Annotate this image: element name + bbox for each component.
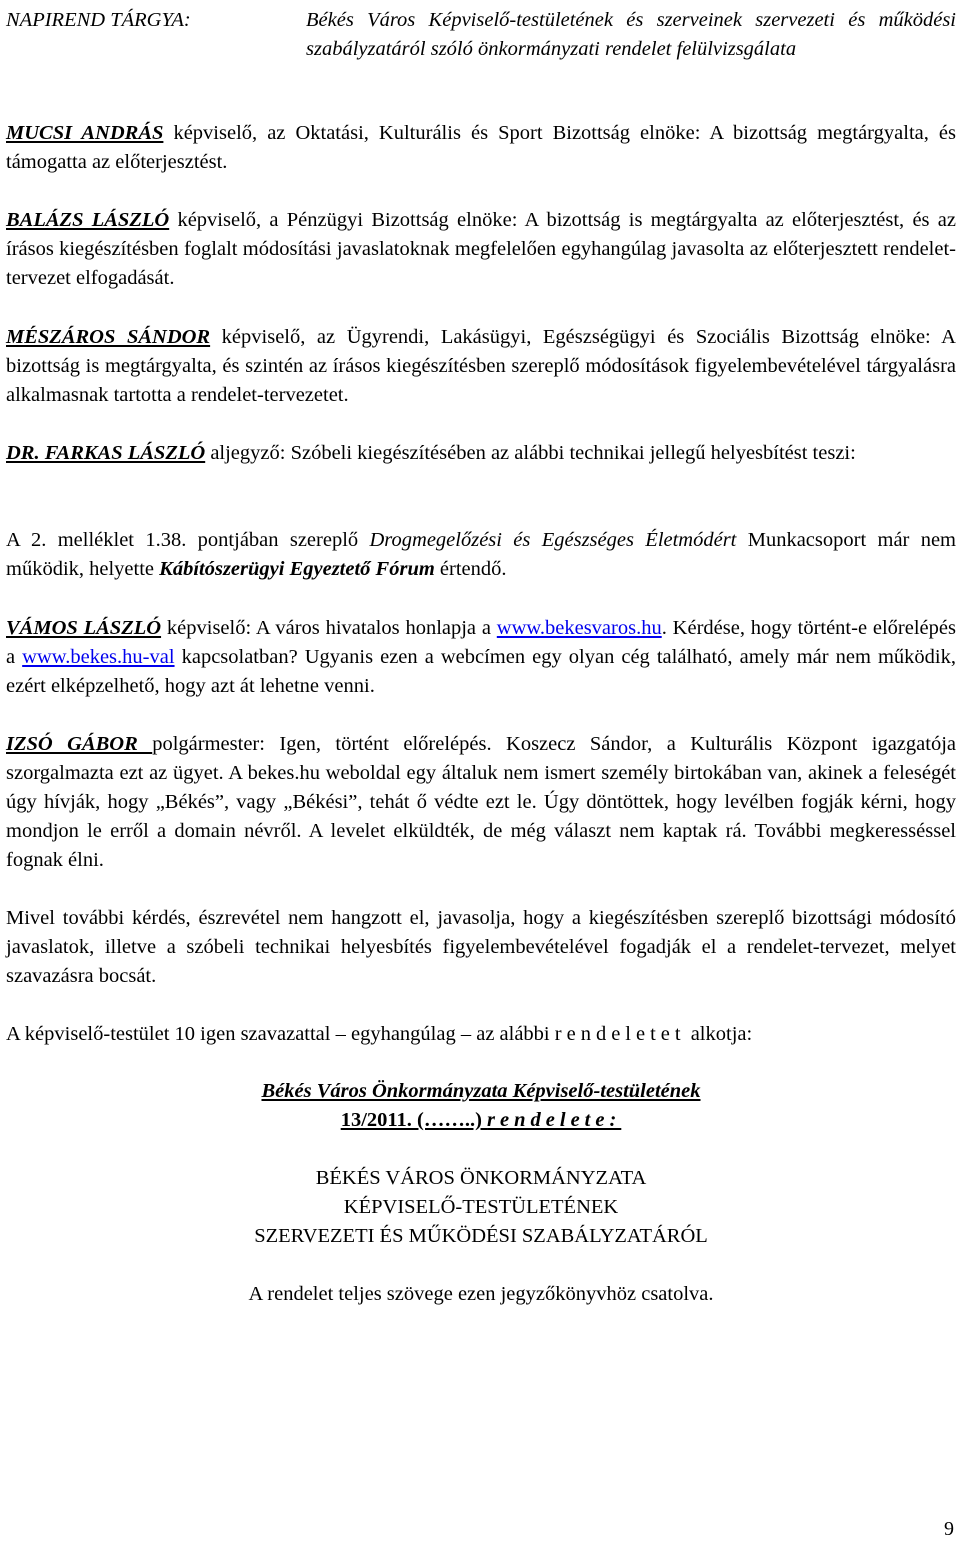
paragraph-correction xyxy=(6,526,956,584)
agenda-label: NAPIREND TÁRGYA: xyxy=(6,9,191,31)
text-segment: A 2. melléklet 1.38. pontjában szereplő xyxy=(6,529,370,551)
decree-issuer: Békés Város Önkormányzata Képviselő-testületének xyxy=(261,1080,701,1102)
paragraph-text: képviselő, a Pénzügyi Bizottság elnöke: A bizottság is megtárgyalta az előterjesztést, és az írásos kiegészítésben foglalt módosítási javaslatoknak megfelelően egyhangúlag javasolta az előterjesztett rendelet-tervezet elfogadását. xyxy=(6,209,956,289)
paragraph-text: Mivel további kérdés, észrevétel nem hangzott el, javasolja, hogy a kiegészítésben szereplő bizottsági módosító javaslatok, illetve a szóbeli technikai helyesbítés figyelembevételével fogadják el a rendelet-tervezet, melyet szavazásra bocsát. xyxy=(6,907,956,987)
speaker-name: BALÁZS LÁSZLÓ xyxy=(6,209,170,231)
group-name-new: Kábítószerügyi Egyeztető Fórum xyxy=(159,558,435,580)
paragraph-izso xyxy=(6,730,956,875)
text-segment: értendő. xyxy=(434,558,507,580)
paragraph-meszaros xyxy=(6,323,956,410)
paragraph-text: képviselő, az Ügyrendi, Lakásügyi, Egészségügyi és Szociális Bizottság elnöke: A bizottság is megtárgyalta, és szintén az írásos kiegészítésben szereplő módosítások figyelembevételével tárgyalásra alkalmasnak tartotta a rendelet-tervezetet. xyxy=(6,326,956,406)
speaker-name: MÉSZÁROS SÁNDOR xyxy=(6,326,211,348)
paragraph-text: polgármester: Igen, történt előrelépés. Koszecz Sándor, a Kulturális Központ igazgatója szorgalmazta ezt az ügyet. A bekes.hu weboldal egy általuk nem ismert személy birtokában van, akinek a feleségét úgy hívják, hogy „Békés”, vagy „Békési”, tehát ő védte ezt le. Úgy döntöttek, hogy levélben fogják kérni, hogy mondjon le erről a domain névről. A levelet elküldték, de még választ nem kaptak rá. További megkeresséssel fognak élni. xyxy=(6,733,956,871)
paragraph-text: képviselő, az Oktatási, Kulturális és Sport Bizottság elnöke: A bizottság megtárgyalta, és támogatta az előterjesztést. xyxy=(6,122,956,173)
paragraph-vote-result xyxy=(6,1020,956,1049)
speaker-name: IZSÓ GÁBOR xyxy=(6,733,153,755)
paragraph-farkas xyxy=(6,439,956,468)
decree-word: rendeletet xyxy=(554,1023,686,1045)
agenda-subject: Békés Város Képviselő-testületének és szerveinek szervezeti és működési szabályzatáról szóló önkormányzati rendelet felülvizsgálata xyxy=(306,9,956,60)
decree-title-1: BÉKÉS VÁROS ÖNKORMÁNYZATA xyxy=(315,1167,647,1189)
text-segment: képviselő: A város hivatalos honlapja a xyxy=(161,617,497,639)
speaker-name: DR. FARKAS LÁSZLÓ xyxy=(6,442,206,464)
decree-title-2: KÉPVISELŐ-TESTÜLETÉNEK xyxy=(343,1196,619,1218)
decree-block xyxy=(6,1077,956,1309)
website-link[interactable]: www.bekes.hu-val xyxy=(22,646,175,668)
text-segment: alkotja: xyxy=(685,1023,753,1045)
paragraph-vamos xyxy=(6,614,956,701)
website-link[interactable]: www.bekesvaros.hu xyxy=(496,617,662,639)
decree-note: A rendelet teljes szövege ezen jegyzőkönyvhöz csatolva. xyxy=(248,1283,714,1305)
decree-label: rendelete: xyxy=(487,1109,622,1131)
text-segment: . Kérdése, hogy történt-e előrelépés a xyxy=(6,617,956,668)
decree-number: 13/2011. (……..) xyxy=(340,1109,488,1131)
paragraph-text: aljegyző: Szóbeli kiegészítésében az alábbi technikai jellegű helyesbítést teszi: xyxy=(205,442,856,464)
paragraph-mucsi xyxy=(6,119,956,177)
page-number: 9 xyxy=(944,1518,954,1540)
text-segment: A képviselő-testület 10 igen szavazattal – egyhangúlag – az alábbi xyxy=(6,1023,555,1045)
text-segment: kapcsolatban? Ugyanis ezen a webcímen egy olyan cég található, amely már nem működik, ezért elképzelhető, hogy azt át lehetne venni. xyxy=(6,646,956,697)
paragraph-balazs xyxy=(6,206,956,293)
speaker-name: VÁMOS LÁSZLÓ xyxy=(6,617,162,639)
speaker-name: MUCSI ANDRÁS xyxy=(6,122,164,144)
group-name-old: Drogmegelőzési és Egészséges Életmódért xyxy=(369,529,737,551)
paragraph-vote-proposal xyxy=(6,904,956,991)
decree-title-3: SZERVEZETI ÉS MŰKÖDÉSI SZABÁLYZATÁRÓL xyxy=(254,1225,708,1247)
text-segment: Munkacsoport már nem működik, helyette xyxy=(6,529,956,580)
